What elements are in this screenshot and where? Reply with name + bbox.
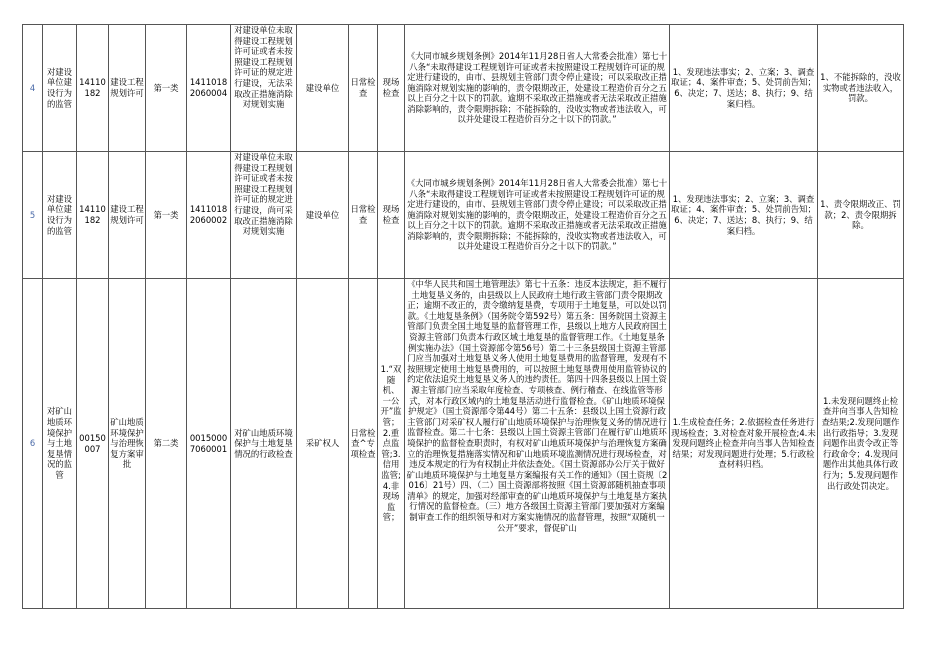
handling-result: 1、不能拆除的，没收实物或者违法收入，罚款。 xyxy=(818,25,904,152)
inspection-form: 现场检查 xyxy=(378,152,405,279)
inspection-form: 1.“双随机、一公开”监管；2.重点监管;3.信用监管;4.非现场监管； xyxy=(378,279,405,609)
procedure: 1、发现违法事实；2、立案；3、调查取证；4、案件审查；5、处罚前告知；6、决定；7、送达；8、执行；9、结案归档。 xyxy=(670,152,818,279)
procedure: 1、发现违法事实；2、立案；3、调查取证；4、案件审查；5、处罚前告知；6、决定；7、送达；8、执行；9、结案归档。 xyxy=(670,25,818,152)
supervision-item: 对矿山地质环境保护与土地复垦情况的监管 xyxy=(43,279,77,609)
row-number: 5 xyxy=(23,152,43,279)
supervision-table xyxy=(22,24,904,609)
row-number: 4 xyxy=(23,25,43,152)
legal-basis-text: 《大同市城乡规划条例》2014年11月28日省人大常委会批准）第七十八条“未取得建设工程规划许可证或者未按照建设工程规划许可证的规定进行建设的，由市、县规划主管部门责令停止建设；可以采取改正措施消除对规划实施的影响的，责令限期改正，处建设工程造价百分之五以上百分之十以下的罚款。逾期不采取改正措施或者无法采取改正措施消除影响的，责令限期拆除；不能拆除的，没收实物或者违法收入，可以并处建设工程造价百分之十以下的罚款。” xyxy=(406,50,668,125)
supervision-item: 对建设单位建设行为的监管 xyxy=(43,152,77,279)
legal-basis-text: 《中华人民共和国土地管理法》第七十五条：违反本法规定，拒不履行土地复垦义务的，由县级以上人民政府土地行政主管部门责令限期改正；逾期不改正的，责令缴纳复垦费，专项用于土地复垦，可以处以罚款。《土地复垦条例》（国务院令第592号）第五条：国务院国土资源主管部门负责全国土地复垦的监督管理工作，县级以上地方人民政府国土资源主管部门负责本行政区域土地复垦的监督管理工作。《土地复垦条例实施办法》（国土资源部令第56号）第二十三条县级国土资源主管部门应当加强对土地复垦义务人使用土地复垦费用的监督管理，发现有不按照规定使用土地复垦费用的，可以按照土地复垦费用使用监管协议的约定依法追究土地复垦义务人的违约责任。第四十四条县级以上国土资源主管部门应当采取年度检查、专项核查、例行稽查、在线监管等形式，对本行政区域内的土地复垦活动进行监督检查。《矿山地质环境保护规定》（国土资源部令第44号）第二十五条：县级以上国土资源行政主管部门对采矿权人履行矿山地质环境保护与治理恢复义务的情况进行监督检查。第二十七条：县级以上国土资源主管部门在履行矿山地质环境保护的监督检查职责时，有权对矿山地质环境保护与治理恢复方案确立的治理恢复措施落实情况和矿山地质环境监测情况进行现场检查，对违反本规定的行为有权制止并依法查处。《国土资源部办公厅关于做好矿山地质环境保护与土地复垦方案编报有关工作的通知》（国土资规〔2016〕21号）四、（二）国土资源部将按照《国土资源部随机抽查事项清单》的规定，加强对经部审查的矿山地质环境保护与土地复垦方案执行情况的监督检查。（三）地方各级国土资源主管部门要加强对方案编制审查工作的组织领导和对方案实施情况的监督管理，按照“双随机一公开”要求，督促矿山 xyxy=(406,279,668,533)
legal-basis xyxy=(405,25,670,152)
table-row xyxy=(23,25,904,152)
handling-result: 1.未发现问题终止检查并向当事人告知检查结果;2.发现问题作出行政指导；3.发现问题作出责令改正等行政命令；4.发现问题作出其他具体行政行为；5.发现问题作出行政处罚决定。 xyxy=(818,279,904,609)
inspection-method: 日常检查^专项检查 xyxy=(349,279,378,609)
sub-item-text: 对建设单位未取得建设工程规划许可证或者未按照建设工程规划许可证的规定进行建设，无法采取改正措施消除对规划实施 xyxy=(234,25,293,110)
legal-basis xyxy=(405,279,670,609)
inspection-object: 建设单位 xyxy=(297,25,349,152)
sub-item-code: 14110182060002 xyxy=(187,152,231,279)
item-code: 14110182 xyxy=(77,25,109,152)
approval-item: 建设工程规划许可 xyxy=(109,152,146,279)
sub-item-code: 00150007060001 xyxy=(187,279,231,609)
table-row xyxy=(23,152,904,279)
item-code: 14110182 xyxy=(77,152,109,279)
legal-basis-text: 《大同市城乡规划条例》2014年11月28日省人大常委会批准）第七十八条“未取得建设工程规划许可证或者未按照建设工程规划许可证的规定进行建设的，由市、县规划主管部门责令停止建设；可以采取改正措施消除对规划实施的影响的，责令限期改正，处建设工程造价百分之五以上百分之十以下的罚款。逾期不采取改正措施或者无法采取改正措施消除影响的，责令限期拆除；不能拆除的，没收实物或者违法收入，可以并处建设工程造价百分之十以下的罚款。” xyxy=(406,177,668,252)
category: 第一类 xyxy=(146,25,187,152)
item-code: 00150007 xyxy=(77,279,109,609)
sub-item-code: 14110182060004 xyxy=(187,25,231,152)
sub-item xyxy=(231,25,297,152)
inspection-method: 日常检查 xyxy=(349,152,378,279)
supervision-item: 对建设单位建设行为的监管 xyxy=(43,25,77,152)
approval-item: 建设工程规划许可 xyxy=(109,25,146,152)
sub-item: 对矿山地质环境保护与土地复垦情况的行政检查 xyxy=(231,279,297,609)
inspection-method: 日常检查 xyxy=(349,25,378,152)
inspection-object: 建设单位 xyxy=(297,152,349,279)
category: 第二类 xyxy=(146,279,187,609)
row-number: 6 xyxy=(23,279,43,609)
approval-item: 矿山地质环境保护与治理恢复方案审批 xyxy=(109,279,146,609)
handling-result: 1、责令限期改正、罚款；2、责令限期拆除。 xyxy=(818,152,904,279)
legal-basis xyxy=(405,152,670,279)
table-row xyxy=(23,279,904,609)
category: 第一类 xyxy=(146,152,187,279)
inspection-object: 采矿权人 xyxy=(297,279,349,609)
sub-item xyxy=(231,152,297,279)
inspection-form: 现场检查 xyxy=(378,25,405,152)
procedure: 1.生成检查任务；2.依据检查任务进行现场检查；3.对检查对象开展检查;4.未发现问题终止检查并向当事人告知检查结果；对发现问题进行处理；5.行政检查材料归档。 xyxy=(670,279,818,609)
table-sheet xyxy=(22,24,904,609)
sub-item-text: 对建设单位未取得建设工程规划许可证或者未按照建设工程规划许可证的规定进行建设，尚可采取改正措施消除对规划实施 xyxy=(234,152,293,237)
